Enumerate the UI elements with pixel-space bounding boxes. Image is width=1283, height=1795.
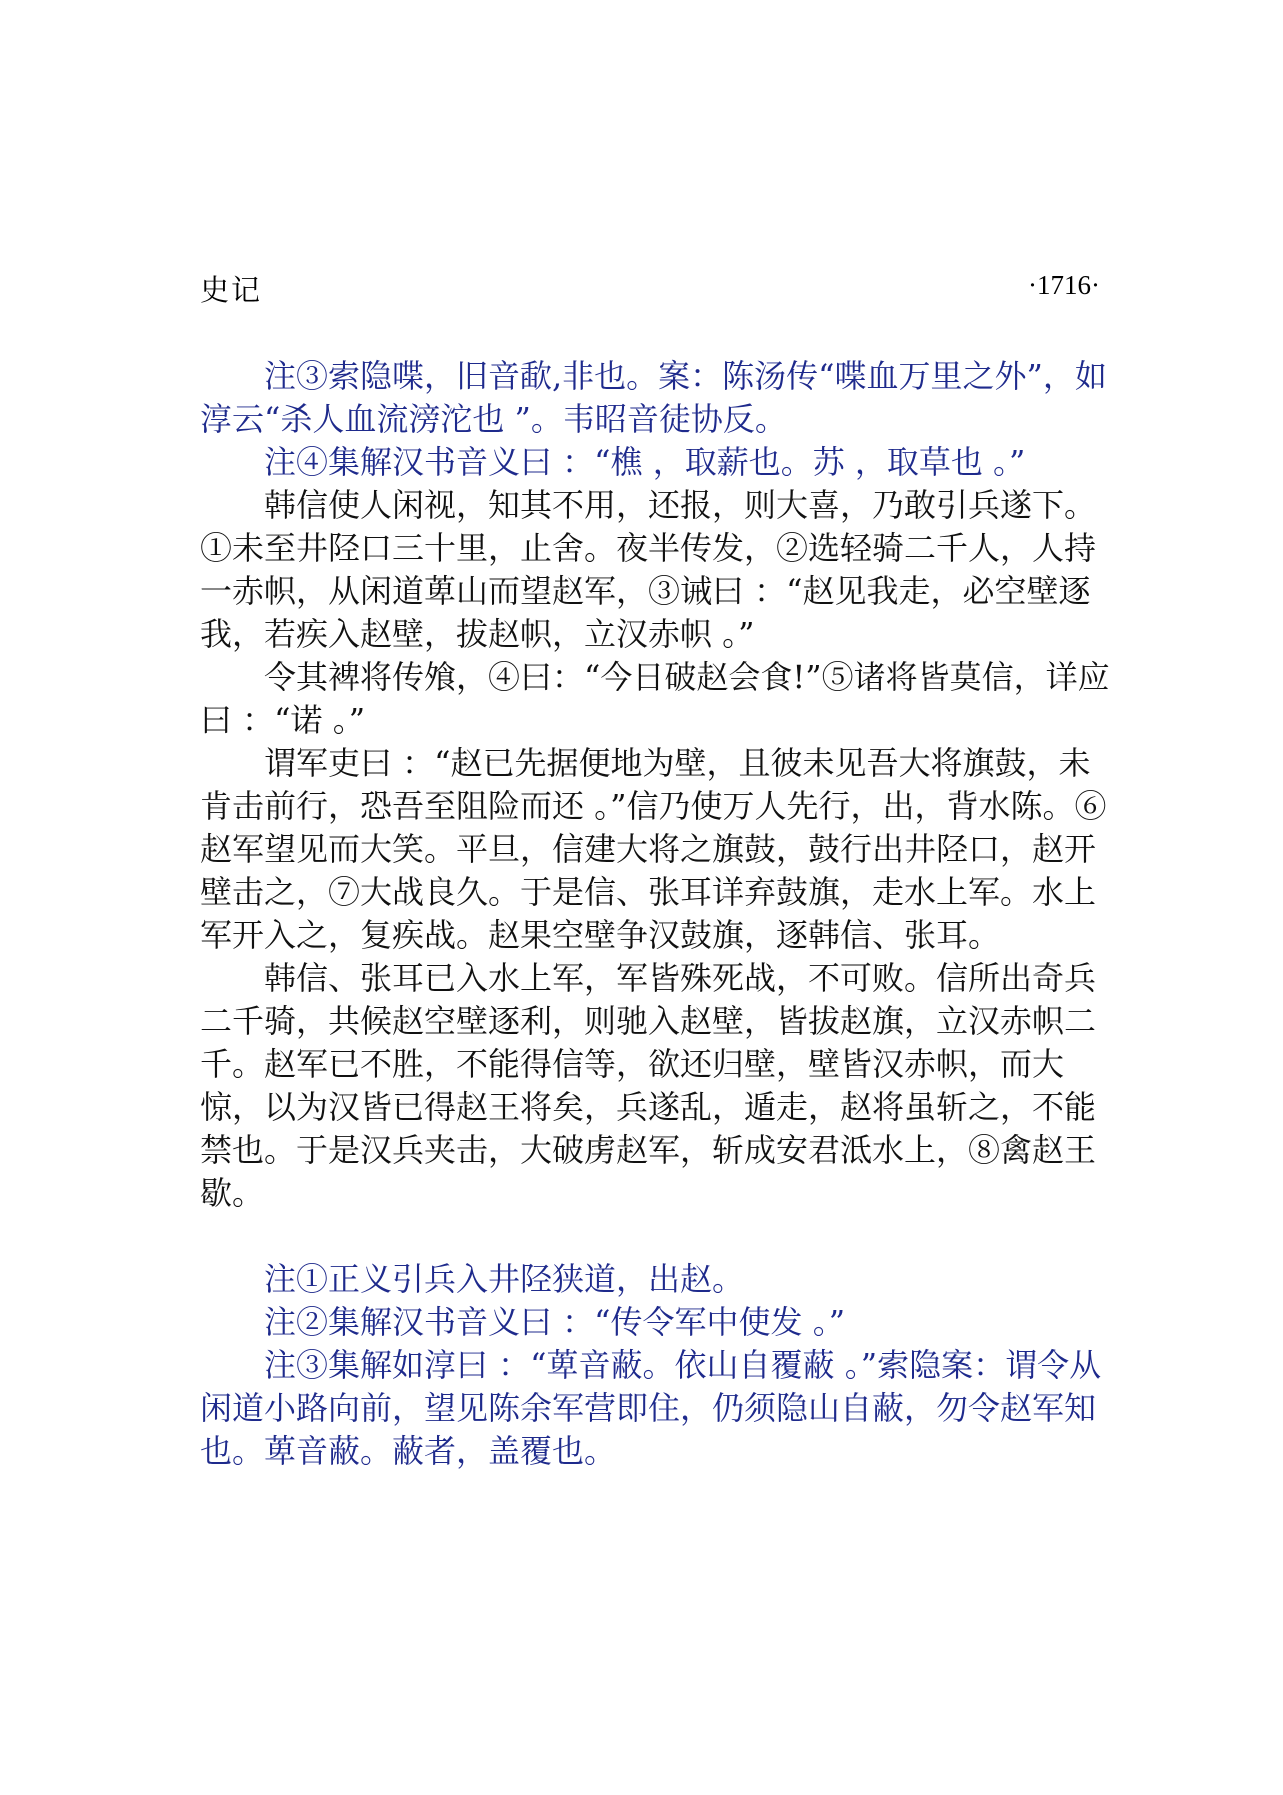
body-paragraph: 韩信使人闲视，知其不用，还报，则大喜，乃敢引兵遂下。①未至井陉口三十里，止舍。夜半传发，②选轻骑二千人，人持一赤帜，从闲道萆山而望赵军，③诫曰 ：“赵见我走，必空壁逐我，若疾入赵壁，拔赵帜，立汉赤帜 。”	[200, 486, 1097, 653]
annotation-paragraph: 注③索隐喋，旧音歃,非也。案：陈汤传“喋血万里之外”，如淳云“杀人血流滂沱也 ”。韦昭音徒协反。	[200, 357, 1107, 438]
page-content	[200, 355, 1110, 1473]
book-title: 史记	[200, 273, 263, 307]
body-paragraph: 令其裨将传飧，④曰：“今日破赵会食!”⑤诸将皆莫信，详应曰 ：“诺 。”	[200, 658, 1110, 739]
section-gap	[200, 1215, 1110, 1258]
page-number: ·1716·	[1028, 270, 1100, 300]
page-header	[200, 268, 1100, 308]
annotation-paragraph: 注④集解汉书音义曰 ：“樵 ，取薪也。苏 ，取草也 。”	[264, 443, 1026, 481]
annotation-paragraph: 注③集解如淳曰 ：“萆音蔽。依山自覆蔽 。”索隐案：谓令从闲道小路向前，望见陈余军营即住，仍须隐山自蔽，勿令赵军知也。萆音蔽。蔽者，盖覆也。	[200, 1346, 1102, 1470]
annotation-paragraph: 注②集解汉书音义曰 ：“传令军中使发 。”	[264, 1303, 846, 1341]
annotation-paragraph: 注①正义引兵入井陉狭道，出赵。	[264, 1260, 745, 1298]
body-paragraph: 韩信、张耳已入水上军，军皆殊死战，不可败。信所出奇兵二千骑，共候赵空壁逐利，则驰入赵壁，皆拔赵旗，立汉赤帜二千。赵军已不胜，不能得信等，欲还归壁，壁皆汉赤帜，而大惊，以为汉皆已得赵王将矣，兵遂乱，遁走，赵将虽斩之，不能禁也。于是汉兵夹击，大破虏赵军，斩成安君泜水上，⑧禽赵王歇。	[200, 959, 1097, 1212]
body-paragraph: 谓军吏曰 ：“赵已先据便地为壁，且彼未见吾大将旗鼓，未肯击前行，恐吾至阻险而还 。”信乃使万人先行，出，背水陈。⑥赵军望见而大笑。平旦，信建大将之旗鼓，鼓行出井陉口，赵开壁击之，⑦大战良久。于是信、张耳详弃鼓旗，走水上军。水上军开入之，复疾战。赵果空壁争汉鼓旗，逐韩信、张耳。	[200, 744, 1107, 954]
